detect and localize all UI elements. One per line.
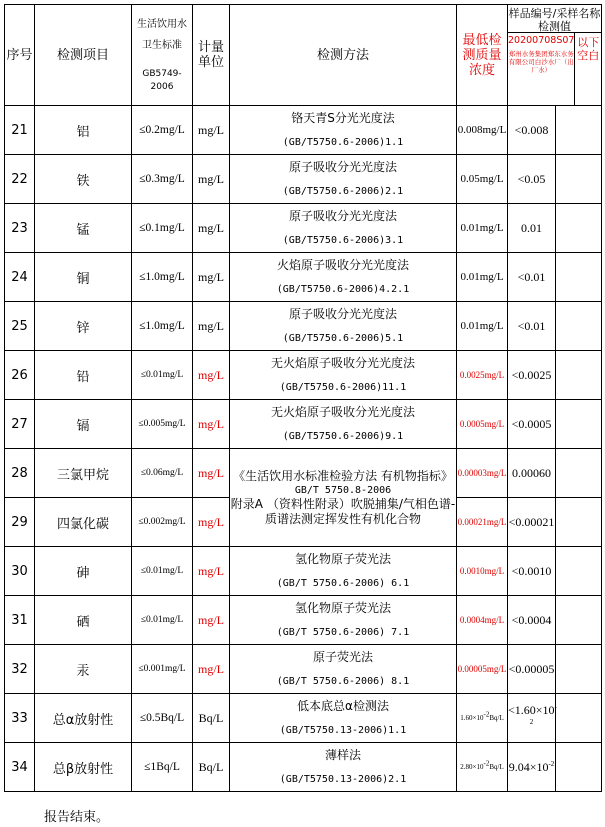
result-exp: -2	[548, 759, 555, 768]
row-result	[508, 743, 556, 792]
row-standard: ≤0.01mg/L	[132, 596, 193, 645]
row-result: <0.01	[508, 302, 556, 351]
result-base: <1.60×10	[508, 703, 555, 717]
row-seq: 29	[5, 498, 35, 547]
row-item: 总β放射性	[35, 743, 132, 792]
row-item: 锌	[35, 302, 132, 351]
row-result: <0.0010	[508, 547, 556, 596]
row-min-qty: 0.00005mg/L	[457, 645, 508, 694]
row-seq: 24	[5, 253, 35, 302]
header-min-qty: 最低检测质量浓度	[457, 5, 508, 106]
row-method-name: 薄样法	[324, 747, 361, 762]
row-standard: ≤0.1mg/L	[132, 204, 193, 253]
header-standard-line1: 生活饮用水	[137, 19, 187, 30]
row-method-ref: (GB/T5750.6-2006)2.1	[282, 185, 404, 197]
row-blank	[556, 253, 602, 302]
row-standard: ≤0.002mg/L	[132, 498, 193, 547]
row-standard: ≤0.001mg/L	[132, 645, 193, 694]
row-standard: ≤0.005mg/L	[132, 400, 193, 449]
row-method-name: 铬天青S分光光度法	[291, 110, 395, 125]
row-min-qty: 0.0010mg/L	[457, 547, 508, 596]
header-standard	[132, 5, 193, 106]
row-item: 四氯化碳	[35, 498, 132, 547]
row-unit: Bq/L	[193, 743, 230, 792]
row-method	[230, 743, 457, 792]
row-blank	[556, 155, 602, 204]
blank-note: 以下空白	[577, 36, 600, 62]
row-min-qty: 0.00021mg/L	[457, 498, 508, 547]
row-item: 汞	[35, 645, 132, 694]
row-blank	[556, 743, 602, 792]
row-result: <0.0005	[508, 400, 556, 449]
row-unit: mg/L	[193, 400, 230, 449]
row-seq: 25	[5, 302, 35, 351]
row-standard: ≤1.0mg/L	[132, 253, 193, 302]
row-method	[230, 694, 457, 743]
min-exp: -2	[483, 710, 490, 719]
table-row	[5, 155, 602, 204]
row-blank	[556, 449, 602, 498]
row-result	[508, 694, 556, 743]
row-result: <0.00005	[508, 645, 556, 694]
row-unit: mg/L	[193, 302, 230, 351]
report-end-note: 报告结束。	[44, 810, 110, 825]
merged-method-ref: GB/T 5750.8-2006	[294, 484, 392, 496]
row-result: <0.008	[508, 106, 556, 155]
row-method-ref: (GB/T 5750.6-2006) 7.1	[276, 626, 410, 638]
table-row	[5, 694, 602, 743]
row-item: 锰	[35, 204, 132, 253]
row-blank	[556, 302, 602, 351]
row-unit: mg/L	[193, 498, 230, 547]
row-method-ref: (GB/T 5750.6-2006) 8.1	[276, 675, 410, 687]
row-seq: 27	[5, 400, 35, 449]
table-row	[5, 302, 602, 351]
row-item: 总α放射性	[35, 694, 132, 743]
row-result: 0.01	[508, 204, 556, 253]
row-method-ref: (GB/T5750.6-2006)5.1	[282, 332, 404, 344]
sample-code: 20200708S07	[508, 35, 575, 46]
row-method-name: 无火焰原子吸收分光光度法	[270, 404, 415, 419]
row-item: 铜	[35, 253, 132, 302]
row-item: 铁	[35, 155, 132, 204]
row-method-ref: (GB/T5750.6-2006)3.1	[282, 234, 404, 246]
row-item: 三氯甲烷	[35, 449, 132, 498]
header-sample	[508, 5, 602, 106]
row-min-qty: 0.00003mg/L	[457, 449, 508, 498]
row-min-qty: 0.01mg/L	[457, 204, 508, 253]
row-standard: ≤0.2mg/L	[132, 106, 193, 155]
row-result: <0.0004	[508, 596, 556, 645]
row-unit: mg/L	[193, 253, 230, 302]
table-row	[5, 106, 602, 155]
row-item: 硒	[35, 596, 132, 645]
row-standard: ≤1.0mg/L	[132, 302, 193, 351]
row-method-name: 原子荧光法	[312, 649, 373, 664]
min-unit: Bq/L	[489, 763, 504, 771]
test-report-table	[4, 4, 602, 792]
table-row	[5, 204, 602, 253]
row-min-qty: 0.0005mg/L	[457, 400, 508, 449]
row-blank	[556, 547, 602, 596]
row-method	[230, 253, 457, 302]
header-seq: 序号	[5, 5, 35, 106]
row-method-ref: (GB/T 5750.6-2006) 6.1	[276, 577, 410, 589]
row-method-name: 原子吸收分光光度法	[288, 208, 397, 223]
row-unit: mg/L	[193, 449, 230, 498]
row-result: <0.05	[508, 155, 556, 204]
row-seq: 22	[5, 155, 35, 204]
row-method-name: 原子吸收分光光度法	[288, 306, 397, 321]
row-method	[230, 351, 457, 400]
result-exp: -2	[529, 703, 557, 726]
row-method-ref: (GB/T5750.6-2006)4.2.1	[276, 283, 410, 295]
row-method-name: 无火焰原子吸收分光光度法	[270, 355, 415, 370]
row-blank	[556, 204, 602, 253]
row-method	[230, 596, 457, 645]
header-standard-line2: 卫生标准	[142, 40, 182, 51]
row-method-merged	[230, 449, 457, 547]
row-method-ref: (GB/T5750.6-2006)11.1	[279, 381, 407, 393]
row-unit: mg/L	[193, 596, 230, 645]
row-item: 铝	[35, 106, 132, 155]
row-result: 0.00060	[508, 449, 556, 498]
row-result: <0.01	[508, 253, 556, 302]
row-standard: ≤0.01mg/L	[132, 351, 193, 400]
min-base: 1.60×10	[460, 714, 484, 722]
row-method-name: 火焰原子吸收分光光度法	[276, 257, 409, 272]
sample-org: 郑州水务集团郑东水务有限公司白沙水厂（出厂水）	[508, 50, 574, 74]
row-standard: ≤0.01mg/L	[132, 547, 193, 596]
row-blank	[556, 498, 602, 547]
table-row	[5, 449, 602, 498]
row-method	[230, 204, 457, 253]
row-min-qty: 0.008mg/L	[457, 106, 508, 155]
row-blank	[556, 596, 602, 645]
row-method	[230, 547, 457, 596]
row-method-name: 氢化物原子荧光法	[294, 600, 391, 615]
row-method	[230, 106, 457, 155]
row-seq: 21	[5, 106, 35, 155]
row-result: <0.0025	[508, 351, 556, 400]
row-method-ref: (GB/T5750.6-2006)9.1	[282, 430, 404, 442]
row-unit: mg/L	[193, 645, 230, 694]
row-method	[230, 302, 457, 351]
row-min-qty	[457, 694, 508, 743]
row-result: <0.00021	[508, 498, 556, 547]
header-standard-line3: GB5749-2006	[142, 69, 182, 92]
row-min-qty: 0.0004mg/L	[457, 596, 508, 645]
row-blank	[556, 351, 602, 400]
row-min-qty: 0.05mg/L	[457, 155, 508, 204]
table-row	[5, 743, 602, 792]
row-seq: 28	[5, 449, 35, 498]
row-seq: 30	[5, 547, 35, 596]
row-unit: mg/L	[193, 547, 230, 596]
row-standard: ≤0.3mg/L	[132, 155, 193, 204]
row-method	[230, 645, 457, 694]
row-item: 铅	[35, 351, 132, 400]
table-row	[5, 596, 602, 645]
row-blank	[556, 106, 602, 155]
min-exp: -2	[483, 759, 490, 768]
table-row	[5, 351, 602, 400]
table-row	[5, 547, 602, 596]
min-unit: Bq/L	[489, 714, 504, 722]
merged-method-annex: 附录A （资料性附录）吹脱捕集/气相色谱-质谱法测定挥发性有机化合物	[230, 496, 456, 526]
row-item: 砷	[35, 547, 132, 596]
min-base: 2.80×10	[460, 763, 484, 771]
header-unit: 计量单位	[193, 5, 230, 106]
row-seq: 32	[5, 645, 35, 694]
table-row	[5, 400, 602, 449]
table-row	[5, 645, 602, 694]
row-seq: 34	[5, 743, 35, 792]
row-method	[230, 400, 457, 449]
row-method-ref: (GB/T5750.6-2006)1.1	[282, 136, 404, 148]
header-sample-title: 样品编号/采样名称检测值	[508, 7, 601, 33]
row-blank	[556, 400, 602, 449]
row-blank	[556, 694, 602, 743]
row-method-name: 原子吸收分光光度法	[288, 159, 397, 174]
table-row	[5, 253, 602, 302]
row-method-ref: (GB/T5750.13-2006)2.1	[279, 773, 407, 785]
row-item: 镉	[35, 400, 132, 449]
row-unit: mg/L	[193, 351, 230, 400]
row-method-name: 低本底总α检测法	[297, 698, 389, 713]
row-seq: 23	[5, 204, 35, 253]
header-method: 检测方法	[230, 5, 457, 106]
merged-method-title: 《生活饮用水标准检验方法 有机物指标》	[233, 468, 453, 483]
row-standard: ≤0.5Bq/L	[132, 694, 193, 743]
row-method-ref: (GB/T5750.13-2006)1.1	[279, 724, 407, 736]
row-unit: mg/L	[193, 155, 230, 204]
row-min-qty: 0.01mg/L	[457, 302, 508, 351]
row-min-qty	[457, 743, 508, 792]
row-unit: Bq/L	[193, 694, 230, 743]
row-unit: mg/L	[193, 106, 230, 155]
row-standard: ≤0.06mg/L	[132, 449, 193, 498]
table-header-row	[5, 5, 602, 106]
row-method	[230, 155, 457, 204]
row-min-qty: 0.01mg/L	[457, 253, 508, 302]
row-seq: 26	[5, 351, 35, 400]
row-seq: 31	[5, 596, 35, 645]
row-min-qty: 0.0025mg/L	[457, 351, 508, 400]
row-seq: 33	[5, 694, 35, 743]
row-blank	[556, 645, 602, 694]
row-method-name: 氢化物原子荧光法	[294, 551, 391, 566]
result-base: 9.04×10	[508, 759, 549, 774]
row-unit: mg/L	[193, 204, 230, 253]
row-standard: ≤1Bq/L	[132, 743, 193, 792]
header-item: 检测项目	[35, 5, 132, 106]
